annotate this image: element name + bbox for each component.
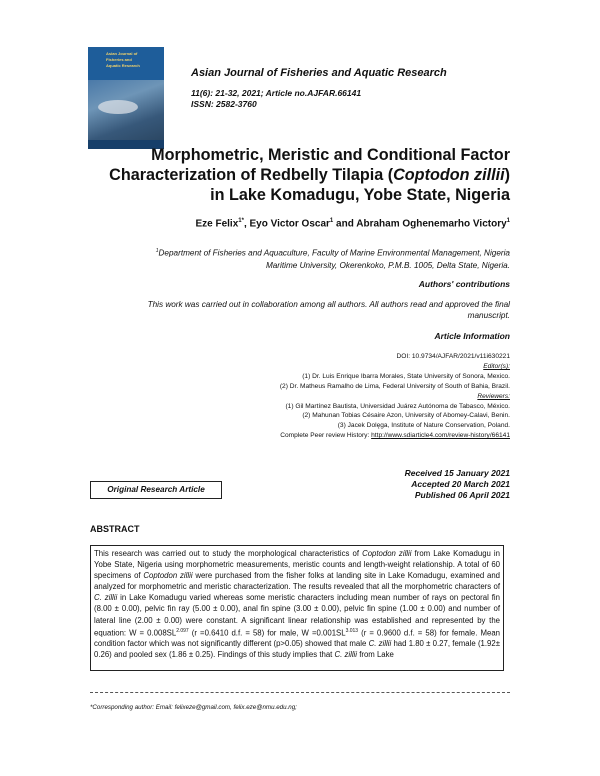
- cover-title: Asian Journal of Fisheries and Aquatic Research: [106, 51, 140, 68]
- reviewer-item: (3) Jacek Dolęga, Institute of Nature Conservation, Poland.: [337, 422, 510, 430]
- article-type-label: Original Research Article: [90, 481, 222, 499]
- review-history: Complete Peer review History: http://www.sdiarticle4.com/review-history/66141: [280, 432, 510, 440]
- reviewer-item: (1) Gil Martínez Bautista, Universidad Juárez Autónoma de Tabasco, México.: [285, 402, 510, 410]
- journal-citation: 11(6): 21-32, 2021; Article no.AJFAR.66141 ISSN: 2582-3760: [191, 88, 362, 109]
- reviewer-item: (2) Mahunan Tobias Césaire Azon, University of Abomey-Calavi, Benin.: [302, 412, 510, 420]
- author-name: Eze Felix: [195, 218, 239, 230]
- article-info-heading: Article Information: [434, 331, 510, 341]
- reviewers-label: Reviewers:: [477, 392, 510, 400]
- journal-name: Asian Journal of Fisheries and Aquatic Research: [191, 67, 447, 79]
- contributions-heading: Authors' contributions: [418, 279, 510, 289]
- contributions-text: This work was carried out in collaboration among all authors. All authors read and approved the final manuscript.: [147, 300, 510, 320]
- review-history-link[interactable]: http://www.sdiarticle4.com/review-history/66141: [371, 432, 510, 440]
- footnote-divider: [90, 692, 510, 693]
- article-information: [250, 352, 510, 441]
- fish-icon: [98, 100, 138, 114]
- editor-item: (1) Dr. Luis Enrique Ibarra Morales, State University of Sonora, Mexico.: [302, 372, 510, 380]
- author-name: Eyo Victor Oscar: [249, 218, 330, 230]
- article-dates: Received 15 January 2021 Accepted 20 March 2021 Published 06 April 2021: [404, 468, 510, 500]
- editors-label: Editor(s):: [483, 362, 510, 370]
- editor-item: (2) Dr. Matheus Ramalho de Lima, Federal University of South of Bahia, Brazil.: [279, 382, 510, 390]
- cover-photo: [88, 80, 164, 140]
- doi: DOI: 10.9734/AJFAR/2021/v11i630221: [396, 353, 510, 360]
- author-list: Eze Felix$^{1*}$, Eyo Victor Oscar$^1$ and Abraham Oghenemarho Victory$^1$: [195, 218, 510, 230]
- journal-cover-image: [88, 47, 164, 149]
- corresponding-author-footnote: *Corresponding author: Email: felixeze@gmail.com, felix.eze@nmu.edu.ng;: [90, 704, 297, 711]
- abstract-heading: ABSTRACT: [90, 524, 140, 534]
- affiliation: $^1$Department of Fisheries and Aquaculture, Faculty of Marine Environmental Management, Nigeria Maritime University, Okerenkoko, P.M.B. 1005, Delta State, Nigeria.: [155, 248, 510, 270]
- abstract-text: This research was carried out to study the morphological characteristics of Coptodon zillii from Lake Komadugu in Yobe State, Nigeria using morphometric measurements, meristic counts and length-weight relationship. A total of 60 specimens of Coptodon zillii were purchased from the fisher folks at landing site in Lake Komadugu, examined and analyzed for morphometric and meristic characterization. The results revealed that all the morphometric characters of C. zillii in Lake Komadugu varied whereas some meristic characters including mean number of rays on pectoral fin (8.00 ± 0.00), pelvic fin ray (5.00 ± 0.00), anal fin spine (3.00 ± 0.00), pelvic fin spine (1.00 ± 0.00) and number of lateral line (2.00 ± 0.00) were constant. A significant linear relationship was established and represented by the equation: $W = 0.008SL^{2.097}$ (r =0.6410 d.f. = 58) for male, $W =0.001SL^{3.013}$ (r = 0.9600 d.f. = 58) for female. Mean condition factor which was not significantly different (p>0.05) showed that male C. zillii had 1.80 ± 0.27, female (1.92± 0.26) and pooled sex (1.86 ± 0.25). Findings of this study implies that C. zillii from Lake: [90, 545, 504, 671]
- author-name: Abraham Oghenemarho Victory: [356, 218, 507, 230]
- paper-title: Morphometric, Meristic and Conditional Factor Characterization of Redbelly Tilapia (Coptodon zillii) in Lake Komadugu, Yobe State, Nigeria: [109, 146, 510, 204]
